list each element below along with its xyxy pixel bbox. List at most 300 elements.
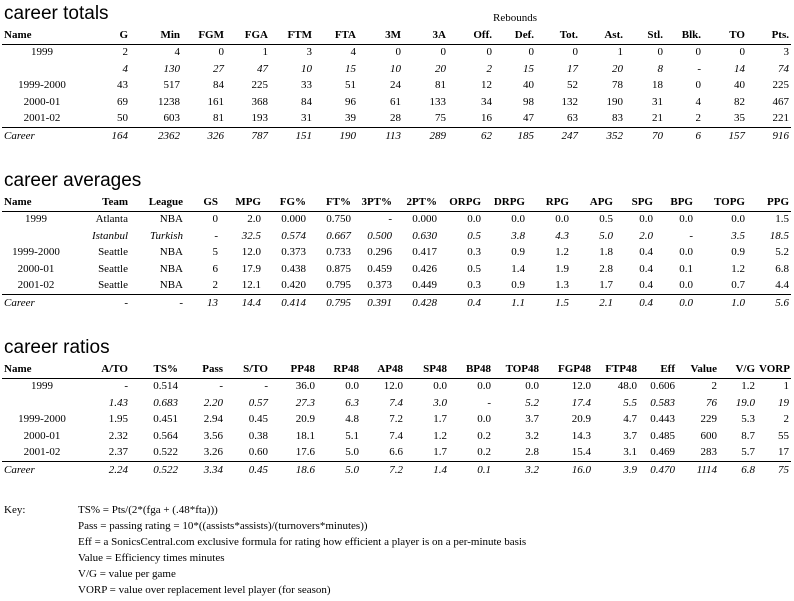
ratios-cell: 5.1	[345, 429, 359, 442]
averages-cell: 2.0	[247, 213, 261, 226]
ratios-cell: 15.4	[571, 446, 591, 459]
totals-cell: 82	[734, 95, 745, 108]
totals-cell: 15	[523, 62, 534, 75]
averages-cell: 1.2	[731, 262, 745, 275]
totals-cell: 69	[117, 95, 128, 108]
ratios-cell: 1.2	[741, 380, 755, 393]
totals-cell: 0	[440, 46, 446, 59]
key-line: Pass = passing rating = 10*((assists*assists)/(turnovers*minutes))	[78, 520, 368, 532]
ratios-cell: 1999	[31, 380, 53, 393]
ratios-cell: 12.0	[383, 380, 403, 393]
averages-cell: 0.0	[467, 213, 481, 226]
career-averages-title: career averages	[4, 170, 142, 191]
totals-cell: 4	[695, 95, 701, 108]
career-totals-title: career totals	[4, 3, 109, 24]
averages-header-5: FG%	[263, 194, 308, 211]
totals-cell: 84	[301, 95, 312, 108]
totals-header-11: Tot.	[536, 27, 580, 44]
key-line: VORP = value over replacement level player (for season)	[78, 584, 331, 596]
averages-cell: -	[70, 295, 130, 312]
averages-cell: 18.5	[769, 229, 789, 242]
averages-cell: 0.0	[655, 295, 695, 312]
totals-cell: 164	[82, 128, 130, 145]
totals-cell: 2	[122, 46, 128, 59]
totals-cell: 31	[652, 95, 663, 108]
ratios-cell: 0.606	[650, 380, 675, 393]
totals-cell: 2362	[130, 128, 182, 145]
averages-cell: 3.5	[731, 229, 745, 242]
averages-cell: 12.0	[241, 246, 261, 259]
ratios-row-5	[2, 462, 791, 479]
ratios-cell: 600	[700, 429, 717, 442]
totals-cell: 247	[536, 128, 580, 145]
ratios-header-14: Value	[677, 361, 719, 378]
totals-cell: 17	[567, 62, 578, 75]
averages-cell: 0.667	[326, 229, 351, 242]
averages-cell: 0.373	[367, 279, 392, 292]
totals-cell: 3	[306, 46, 312, 59]
averages-cell: 2.0	[639, 229, 653, 242]
ratios-cell: -	[124, 380, 128, 393]
totals-cell: 2	[695, 112, 701, 125]
averages-cell: 0.5	[467, 229, 481, 242]
totals-cell: 81	[435, 79, 446, 92]
averages-cell: 0.875	[326, 262, 351, 275]
totals-cell: 33	[301, 79, 312, 92]
averages-cell: 0.733	[326, 246, 351, 259]
ratios-cell: 2.94	[203, 413, 223, 426]
totals-cell: 81	[213, 112, 224, 125]
ratios-cell: 76	[706, 396, 717, 409]
ratios-row-0	[2, 378, 791, 395]
totals-cell: 20	[612, 62, 623, 75]
ratios-cell: 1999-2000	[18, 413, 66, 426]
totals-cell: 3	[783, 46, 789, 59]
ratios-cell: 0.0	[433, 380, 447, 393]
averages-cell: 0.4	[639, 279, 653, 292]
totals-cell: 39	[345, 112, 356, 125]
totals-cell: 151	[270, 128, 314, 145]
totals-cell: 4	[174, 46, 180, 59]
totals-row-3	[2, 94, 791, 111]
totals-cell: 84	[213, 79, 224, 92]
totals-cell: 15	[345, 62, 356, 75]
averages-cell: 0.0	[679, 213, 693, 226]
ratios-cell: 19	[778, 396, 789, 409]
totals-cell: 8	[657, 62, 663, 75]
ratios-cell: 20.9	[295, 413, 315, 426]
averages-cell: 2	[212, 279, 218, 292]
averages-cell: 14.4	[220, 295, 263, 312]
ratios-cell: 6.8	[719, 462, 757, 479]
averages-cell: 1.8	[599, 246, 613, 259]
ratios-cell	[2, 395, 82, 412]
totals-cell: 10	[390, 62, 401, 75]
averages-cell: 0.0	[679, 246, 693, 259]
averages-header-13: SPG	[615, 194, 655, 211]
totals-cell: Career	[2, 128, 82, 145]
averages-header-0: Name	[2, 194, 70, 211]
totals-cell: 916	[747, 128, 791, 145]
averages-row-5	[2, 295, 791, 312]
ratios-cell: 5.3	[741, 413, 755, 426]
ratios-cell: 0.522	[153, 446, 178, 459]
averages-cell: 1.7	[599, 279, 613, 292]
totals-row-1	[2, 61, 791, 78]
totals-row-4	[2, 111, 791, 128]
totals-cell: 193	[251, 112, 268, 125]
averages-row-2	[2, 245, 791, 262]
ratios-cell: 0.564	[153, 429, 178, 442]
totals-row-2	[2, 78, 791, 95]
averages-cell: 2.1	[571, 295, 615, 312]
averages-cell: 2.8	[599, 262, 613, 275]
ratios-cell: -	[487, 396, 491, 409]
averages-cell: 5.6	[747, 295, 791, 312]
ratios-cell: 16.0	[541, 462, 593, 479]
career-averages-table	[2, 194, 791, 312]
ratios-cell: 17	[778, 446, 789, 459]
averages-header-6: FT%	[308, 194, 353, 211]
totals-header-3: FGM	[182, 27, 226, 44]
totals-cell: 517	[163, 79, 180, 92]
averages-cell: 0.459	[367, 262, 392, 275]
ratios-cell: 17.6	[295, 446, 315, 459]
ratios-header-5: PP48	[270, 361, 317, 378]
totals-cell: -	[697, 62, 701, 75]
ratios-cell: 1.95	[108, 413, 128, 426]
ratios-header-0: Name	[2, 361, 82, 378]
totals-cell: 2001-02	[23, 112, 61, 125]
totals-cell: 0	[695, 79, 701, 92]
averages-cell: 0.5	[599, 213, 613, 226]
totals-cell: 14	[734, 62, 745, 75]
totals-cell: 1238	[158, 95, 180, 108]
totals-cell: 4	[122, 62, 128, 75]
ratios-cell: 2.8	[525, 446, 539, 459]
averages-cell: 0.795	[326, 279, 351, 292]
averages-cell: 0	[212, 213, 218, 226]
ratios-cell: 1.43	[108, 396, 128, 409]
averages-cell: 0.9	[511, 279, 525, 292]
averages-cell: Atlanta	[95, 213, 128, 226]
totals-cell: 40	[734, 79, 745, 92]
ratios-cell: 7.2	[361, 462, 405, 479]
ratios-cell: 0.60	[248, 446, 268, 459]
ratios-cell: 2.24	[82, 462, 130, 479]
averages-cell: Istanbul	[91, 229, 128, 242]
averages-cell: 0.428	[394, 295, 439, 312]
totals-cell: 16	[481, 112, 492, 125]
totals-cell: 157	[703, 128, 747, 145]
averages-cell: Turkish	[149, 229, 183, 242]
averages-header-2: League	[130, 194, 185, 211]
averages-cell: 0.5	[467, 262, 481, 275]
ratios-cell: 3.2	[525, 429, 539, 442]
averages-cell: 0.7	[731, 279, 745, 292]
averages-header-3: GS	[185, 194, 220, 211]
averages-cell: 0.417	[412, 246, 437, 259]
ratios-cell: 0.514	[153, 380, 178, 393]
totals-cell: 1	[617, 46, 623, 59]
averages-cell: 0.750	[326, 213, 351, 226]
totals-cell: 190	[606, 95, 623, 108]
averages-cell: -	[388, 213, 392, 226]
ratios-header-3: Pass	[180, 361, 225, 378]
totals-cell: 10	[301, 62, 312, 75]
ratios-cell: 283	[700, 446, 717, 459]
ratios-cell: 8.7	[741, 429, 755, 442]
averages-cell: 1.3	[555, 279, 569, 292]
totals-cell: 221	[772, 112, 789, 125]
ratios-header-13: Eff	[639, 361, 677, 378]
ratios-header-4: S/TO	[225, 361, 270, 378]
totals-header-9: Off.	[448, 27, 494, 44]
averages-cell: 13	[185, 295, 220, 312]
totals-cell: 190	[314, 128, 358, 145]
totals-cell: 0	[486, 46, 492, 59]
ratios-header-9: BP48	[449, 361, 493, 378]
averages-header-16: PPG	[747, 194, 791, 211]
ratios-cell: 0.485	[650, 429, 675, 442]
averages-cell: 1999	[25, 213, 47, 226]
averages-cell: 0.4	[639, 262, 653, 275]
averages-row-3	[2, 261, 791, 278]
averages-cell: 0.0	[731, 213, 745, 226]
ratios-row-4	[2, 445, 791, 462]
averages-header-1: Team	[70, 194, 130, 211]
totals-cell: 0	[572, 46, 578, 59]
ratios-header-16: VORP	[757, 361, 791, 378]
ratios-cell: 2.20	[203, 396, 223, 409]
ratios-cell: 0.45	[225, 462, 270, 479]
ratios-cell: 0.0	[477, 413, 491, 426]
totals-cell: 63	[567, 112, 578, 125]
totals-header-13: Stl.	[625, 27, 665, 44]
ratios-header-1: A/TO	[82, 361, 130, 378]
key-definitions	[78, 502, 526, 598]
ratios-cell: -	[219, 380, 223, 393]
key-line: Value = Efficiency times minutes	[78, 552, 225, 564]
totals-header-7: 3M	[358, 27, 403, 44]
totals-cell: 34	[481, 95, 492, 108]
totals-row-0	[2, 44, 791, 61]
ratios-cell: 3.7	[623, 429, 637, 442]
averages-cell	[2, 228, 70, 245]
ratios-cell: 36.0	[295, 380, 315, 393]
ratios-cell: 0.583	[650, 396, 675, 409]
averages-cell: 2000-01	[17, 262, 55, 275]
totals-header-4: FGA	[226, 27, 270, 44]
totals-cell: 47	[257, 62, 268, 75]
key-line: V/G = value per game	[78, 568, 176, 580]
averages-cell: 0.373	[281, 246, 306, 259]
totals-cell: 78	[612, 79, 623, 92]
ratios-cell: 1.7	[433, 413, 447, 426]
ratios-header-11: FGP48	[541, 361, 593, 378]
totals-cell: 31	[301, 112, 312, 125]
ratios-cell: 3.7	[525, 413, 539, 426]
ratios-cell: 0.57	[248, 396, 268, 409]
averages-cell: 0.9	[511, 246, 525, 259]
totals-cell: 0	[695, 46, 701, 59]
ratios-cell: 4.8	[345, 413, 359, 426]
ratios-cell: 0.0	[345, 380, 359, 393]
totals-cell: 185	[494, 128, 536, 145]
totals-cell: 1999	[31, 46, 53, 59]
ratios-cell: 5.0	[317, 462, 361, 479]
totals-cell: 289	[403, 128, 448, 145]
averages-cell: -	[214, 229, 218, 242]
totals-cell: 130	[163, 62, 180, 75]
ratios-cell: 229	[700, 413, 717, 426]
ratios-cell: 27.3	[295, 396, 315, 409]
career-totals-table	[2, 27, 791, 145]
ratios-cell: 1114	[677, 462, 719, 479]
averages-header-10: DRPG	[483, 194, 527, 211]
ratios-cell: 3.2	[493, 462, 541, 479]
averages-row-0	[2, 211, 791, 228]
totals-cell: 83	[612, 112, 623, 125]
averages-cell: 17.9	[241, 262, 261, 275]
totals-cell: 75	[435, 112, 446, 125]
ratios-cell: 6.6	[389, 446, 403, 459]
totals-cell: 0	[528, 46, 534, 59]
ratios-cell: 19.0	[735, 396, 755, 409]
totals-cell: 18	[652, 79, 663, 92]
ratios-cell: 55	[778, 429, 789, 442]
totals-cell: 98	[523, 95, 534, 108]
ratios-cell: 48.0	[617, 380, 637, 393]
averages-cell: 1.0	[695, 295, 747, 312]
ratios-row-1	[2, 395, 791, 412]
averages-cell: 1.9	[555, 262, 569, 275]
averages-cell: 0.296	[367, 246, 392, 259]
ratios-cell: 20.9	[571, 413, 591, 426]
averages-cell: 2001-02	[17, 279, 55, 292]
ratios-header-6: RP48	[317, 361, 361, 378]
averages-header-12: APG	[571, 194, 615, 211]
career-ratios-title: career ratios	[4, 337, 110, 358]
ratios-cell: 1.7	[433, 446, 447, 459]
averages-cell: NBA	[159, 262, 183, 275]
averages-cell: 0.4	[639, 246, 653, 259]
averages-cell: 0.630	[412, 229, 437, 242]
totals-cell: 12	[481, 79, 492, 92]
key-line: Eff = a SonicsCentral.com exclusive formula for rating how efficient a player is on a per-minute basis	[78, 536, 527, 548]
averages-cell: 6	[212, 262, 218, 275]
ratios-header-15: V/G	[719, 361, 757, 378]
totals-cell: 326	[182, 128, 226, 145]
ratios-cell: 1.4	[405, 462, 449, 479]
ratios-cell: -	[264, 380, 268, 393]
averages-cell: 0.000	[281, 213, 306, 226]
totals-cell: 43	[117, 79, 128, 92]
averages-cell: 1.5	[775, 213, 789, 226]
ratios-header-8: SP48	[405, 361, 449, 378]
averages-cell: Seattle	[98, 279, 128, 292]
ratios-cell: 2.37	[108, 446, 128, 459]
key-line: TS% = Pts/(2*(fga + (.48*fta)))	[78, 504, 218, 516]
ratios-cell: 0.2	[477, 429, 491, 442]
ratios-row-2	[2, 412, 791, 429]
ratios-header-12: FTP48	[593, 361, 639, 378]
ratios-cell: 0.443	[650, 413, 675, 426]
totals-cell	[2, 61, 82, 78]
ratios-cell: 3.1	[623, 446, 637, 459]
averages-cell: 0.0	[511, 213, 525, 226]
ratios-row-3	[2, 428, 791, 445]
totals-cell: 0	[395, 46, 401, 59]
totals-cell: 20	[435, 62, 446, 75]
averages-cell: 4.3	[555, 229, 569, 242]
ratios-cell: 0.38	[248, 429, 268, 442]
averages-row-1	[2, 228, 791, 245]
averages-cell: 0.3	[467, 279, 481, 292]
ratios-cell: 3.26	[203, 446, 223, 459]
totals-row-5	[2, 128, 791, 145]
totals-cell: 27	[213, 62, 224, 75]
ratios-cell: 75	[757, 462, 791, 479]
averages-cell: 4.4	[775, 279, 789, 292]
averages-cell: 5.0	[599, 229, 613, 242]
averages-cell: 5.2	[775, 246, 789, 259]
averages-cell: 0.1	[679, 262, 693, 275]
ratios-cell: 2.32	[108, 429, 128, 442]
totals-cell: 40	[523, 79, 534, 92]
totals-cell: 52	[567, 79, 578, 92]
ratios-cell: 3.56	[203, 429, 223, 442]
averages-header-8: 2PT%	[394, 194, 439, 211]
totals-cell: 51	[345, 79, 356, 92]
averages-cell: Seattle	[98, 262, 128, 275]
totals-cell: 467	[772, 95, 789, 108]
averages-cell: 0.574	[281, 229, 306, 242]
ratios-cell: 3.34	[180, 462, 225, 479]
ratios-cell: 2	[783, 413, 789, 426]
ratios-cell: 17.4	[571, 396, 591, 409]
averages-cell: 0.0	[639, 213, 653, 226]
totals-header-15: TO	[703, 27, 747, 44]
averages-header-9: ORPG	[439, 194, 483, 211]
averages-cell: Career	[2, 295, 70, 312]
totals-cell: 0	[739, 46, 745, 59]
ratios-header-10: TOP48	[493, 361, 541, 378]
ratios-cell: 2000-01	[23, 429, 61, 442]
totals-cell: 352	[580, 128, 625, 145]
ratios-cell: 0.1	[449, 462, 493, 479]
averages-cell: 1.2	[555, 246, 569, 259]
totals-cell: 6	[665, 128, 703, 145]
totals-cell: 35	[734, 112, 745, 125]
totals-cell: 133	[429, 95, 446, 108]
ratios-cell: 7.2	[389, 413, 403, 426]
totals-cell: 603	[163, 112, 180, 125]
averages-cell: 0.500	[367, 229, 392, 242]
ratios-cell: 5.0	[345, 446, 359, 459]
totals-header-5: FTM	[270, 27, 314, 44]
ratios-cell: 18.1	[295, 429, 315, 442]
averages-row-4	[2, 278, 791, 295]
totals-header-6: FTA	[314, 27, 358, 44]
career-ratios-table	[2, 361, 791, 479]
averages-cell: 0.426	[412, 262, 437, 275]
averages-cell: 0.4	[615, 295, 655, 312]
ratios-cell: 0.45	[248, 413, 268, 426]
ratios-cell: 6.3	[345, 396, 359, 409]
averages-header-14: BPG	[655, 194, 695, 211]
ratios-cell: 0.2	[477, 446, 491, 459]
